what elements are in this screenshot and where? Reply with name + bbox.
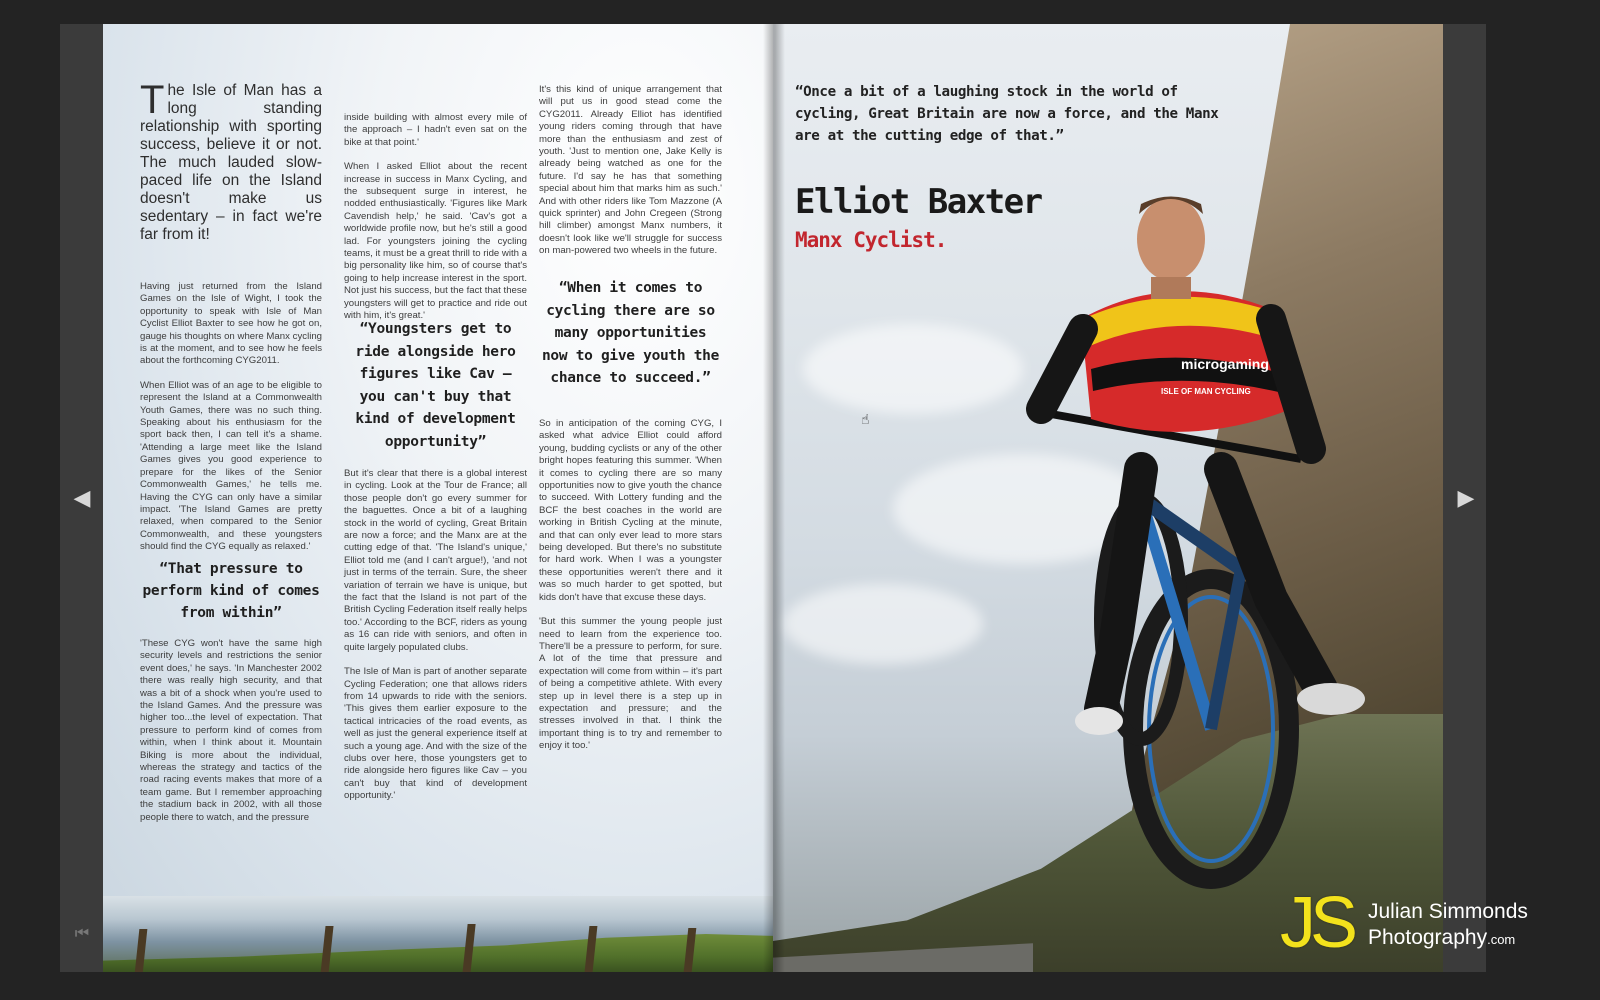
drop-cap: T [140,78,165,122]
hand-cursor-icon: ☝ [861,412,870,428]
jersey-text: microgaming [1181,356,1269,372]
paragraph: So in anticipation of the coming CYG, I asked what advice Elliot could afford young, budding cyclists or any of the other bright hopes featuring this summer. 'When it comes to cycling there are so many opportunities now to give youth the chance to succeed. With Lottery funding and the BCF the best coaches in the world are working in British Cycling at the minute, and that can only ever lead to more stars being developed. But there's no substitute for hard work. When I was a youngster these opportunities weren't there and it was so much harder to get spotted, but kids don't have that excuse these days. [539,418,722,603]
neck [1151,277,1191,299]
article-column-2b [344,468,527,815]
profile-role: Manx Cyclist. [795,228,947,252]
lead-paragraph [140,78,322,244]
paragraph: It's this kind of unique arrangement that will put us in good stead come the CYG2011. Already Elliot has identified young riders coming through that have more than the enthusiasm and zest of youth. 'Just to mention one, Jake Kelly is already being watched as one for the future. I'd say he has that something special about him that marks him as such.' And with other riders like Tom Mazzone (A quick sprinter) and John Cregeen (Strong hill climber) amongst Manx numbers, it doesn't look like we'll struggle for success on man-powered two wheels in the future. [539,84,722,257]
cloud [783,584,983,664]
watermark-name: Julian Simmonds [1368,900,1528,923]
left-shoe [1075,707,1123,735]
pull-quote: “That pressure to perform kind of comes from within” [142,561,320,621]
right-shoe [1297,683,1365,715]
first-page-icon[interactable]: ⏮ [74,923,90,942]
photographer-watermark [1280,883,1580,968]
magazine-spread [103,24,1443,972]
watermark-site-suffix: .com [1487,932,1516,947]
paragraph: But it's clear that there is a global interest in cycling. Look at the Tour de France; all those people don't go every summer for the baguettes. Once a bit of a laughing stock in the world of cycling, Great Britain are now a force; and the Manx are at the cutting edge of that. 'The Island's unique,' Elliot told me (and I can't argue!), 'and not just in terms of the terrain. Sure, the sheer variation of terrain we have is unique, but the fact that the Island is not part of the British Cycling Federation itself really helps too.' According to the BCF, riders as young as 16 can ride with seniors, and often in quite largely populated clubs. [344,468,527,653]
left-arm [1041,329,1083,409]
article-column-3 [539,84,722,270]
left-page [103,24,773,972]
pull-quote: “Youngsters get to ride alongside hero figures like Cav – you can't buy that kind of development opportunity” [355,321,516,450]
paragraph: inside building with almost every mile of the approach – I hadn't even sat on the bike at that point.' [344,112,527,148]
paragraph: The Isle of Man is part of another separate Cycling Federation; one that allows riders from 14 upwards to ride with the seniors. 'This gives them earlier exposure to the tactical intricacies of the road events, as well as just the general experience itself at such a young age. And with the size of the clubs over here, those youngsters get to ride alongside hero figures like Cav – you can't buy that kind of development opportunity.' [344,666,527,802]
paragraph: When Elliot was of an age to be eligible to represent the Island at a Commonwealth Youth Games, there was no such thing. Speaking about his enthusiasm for the sport back then, I can tell it's a shame. 'Attending a large meet like the Island Games gives you good experience to prepare for the likes of the Senior Commonwealth Games,' he tells me. Having the CYG can only have a similar impact. 'The Island Games are pretty relaxed, when compared to the Senior Commonwealth, and these youngsters should find the CYG equally as relaxed.' [140,379,322,553]
frame-tube [1211,569,1241,729]
previous-page-arrow-icon[interactable]: ◀ [73,485,91,511]
article-column-2 [344,112,527,335]
article-column-1b [140,638,322,836]
page-gutter [763,24,785,972]
watermark-site-name: Photography [1368,926,1488,949]
article-column-1 [140,281,322,566]
featured-quote: “Once a bit of a laughing stock in the world of cycling, Great Britain are now a force, and the Manx are at the cutting edge of that.” [795,84,1219,144]
cloud [803,324,1023,414]
paragraph: 'But this summer the young people just need to learn from the experience too. There'll be a pressure to perform, for sure. A lot of the time that pressure and expectation will come from within – it's part of being a competitive athlete. With every step up in level there is a step up in expectation and pressure; and the stresses involved in that. I think the important thing is to try and remember to enjoy it too.' [539,616,722,752]
article-column-3b [539,418,722,765]
paragraph: 'These CYG won't have the same high security levels and restrictions the senior event does,' he says. 'In Manchester 2002 there was really high security, and that was a bit of a shock when you're used to the Island Games. And the pressure was higher too...the level of expectation. That pressure to perform kind of comes from within, when I think about it. Mountain Biking is more about the individual, whereas the strategy and tactics of the road racing events makes that more of a team game. But I remember approaching the stadium back in 2002, with all those people there to watch, and the pressure [140,638,322,823]
watermark-site [1368,926,1515,950]
cyclist-photo [1021,169,1401,929]
jersey-text: ISLE OF MAN CYCLING [1161,387,1251,396]
paragraph: When I asked Elliot about the recent increase in success in Manx Cycling, and the subsequent surge in interest, he nodded enthusiastically. 'Figures like Mark Cavendish help,' he said. 'Cav's got a worldwide profile now, but he's still a good lad. For youngsters joining the cycling teams, it must be a great thrill to ride with a big personality like him, so of course that's going to help increase interest in the sport. Not just his success, but the fact that these youngsters will get to practice and ride out with him, it's great.' [344,161,527,322]
head [1137,197,1205,281]
right-arm [1271,319,1311,449]
watermark-logo: JS [1280,883,1353,963]
lead-text: he Isle of Man has a long standing relationship with sporting success, believe it or not. The much lauded slow-paced life on the Island doesn't make us sedentary – in fact we're far from it! [140,82,322,243]
next-page-arrow-icon[interactable]: ▶ [1457,485,1475,511]
paragraph: Having just returned from the Island Games on the Isle of Wight, I took the opportunity to speak with Isle of Man Cyclist Elliot Baxter to see how he got on, gauge his thoughts on where Manx cycling is at the moment, and to see how he feels about the forthcoming CYG2011. [140,281,322,367]
pull-quote: “When it comes to cycling there are so many opportunities now to give youth the chance to succeed.” [541,280,720,386]
profile-name: Elliot Baxter [795,182,1042,222]
right-page [773,24,1443,972]
